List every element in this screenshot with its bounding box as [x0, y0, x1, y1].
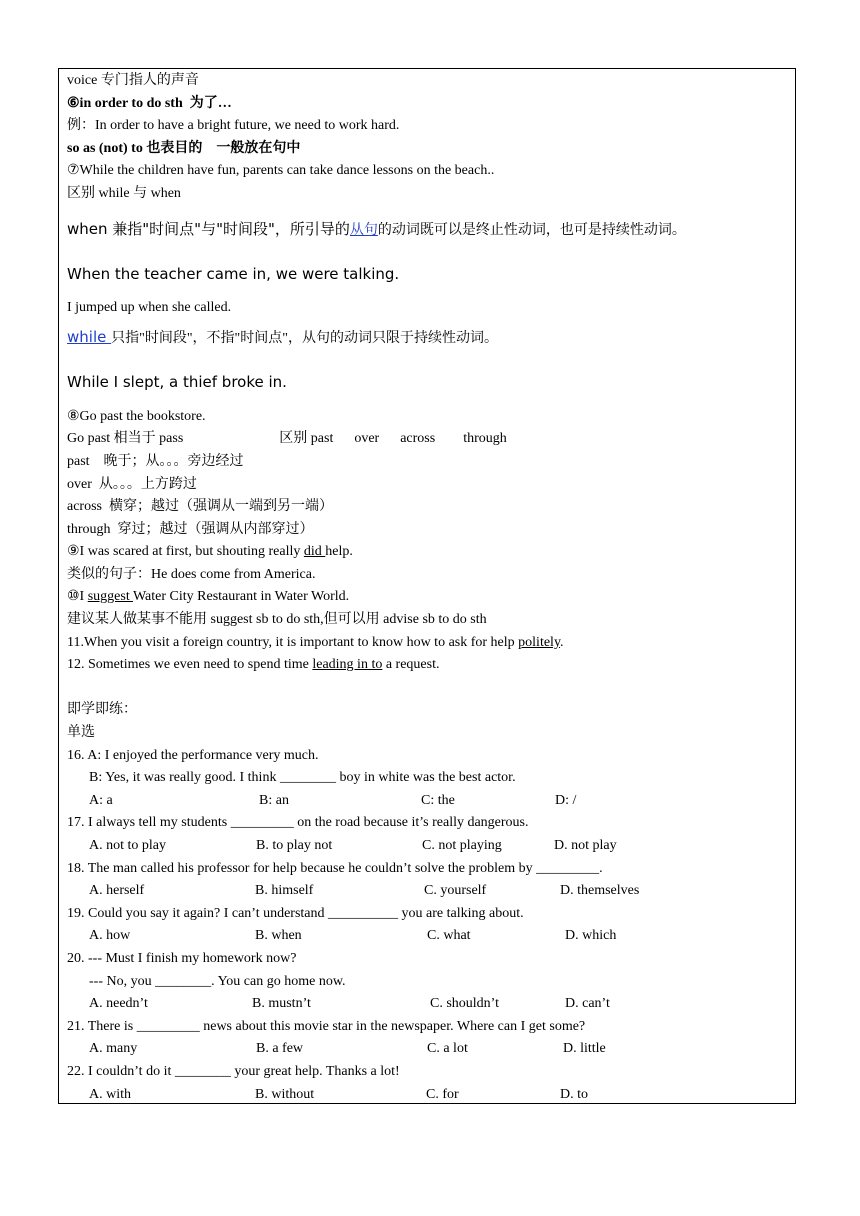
option: B: an: [259, 792, 289, 808]
option: D. not play: [554, 838, 617, 853]
practice-heading: 即学即练：: [67, 702, 137, 718]
option: D. themselves: [560, 883, 640, 899]
option: A. with: [89, 1086, 131, 1102]
suggest-underlined: suggest: [87, 589, 133, 605]
note-go-past: ⑧Go past the bookstore.: [67, 408, 206, 424]
note-voice: voice 专门指人的声音: [67, 73, 199, 88]
note-11: [67, 632, 787, 655]
option: C. what: [427, 928, 471, 944]
while-def-suffix: 只指"时间段"，不指"时间点"，从句的动词只限于持续性动词。: [111, 330, 498, 346]
option: A. not to play: [89, 838, 166, 853]
note-12: [67, 654, 787, 677]
option: B. to play not: [256, 838, 333, 853]
question-19: 19. Could you say it again? I can’t understand __________ you are talking about.: [67, 905, 524, 921]
option: A. needn’t: [89, 996, 148, 1012]
go-past-eq: Go past 相当于 pass: [67, 431, 184, 447]
question-22-options: [67, 1084, 787, 1107]
option: D. which: [565, 928, 617, 944]
question-20: 20. --- Must I finish my homework now?: [67, 950, 297, 966]
note-while-sentence: ⑦While the children have fun, parents can take dance lessons on the beach..: [67, 163, 495, 179]
note-through-def: through 穿过；越过（强调从内部穿过）: [67, 521, 314, 537]
suggest-pre: ⑩I: [67, 589, 88, 605]
when-def-prefix: when 兼指"时间点"与"时间段"，所引导的: [67, 219, 350, 238]
option: A. herself: [89, 883, 145, 899]
option: A: a: [89, 792, 113, 808]
question-21-options: [67, 1038, 787, 1061]
option: B. a few: [256, 1041, 304, 1057]
option: C. for: [426, 1086, 459, 1102]
option: B. without: [255, 1086, 315, 1102]
n11-pre: 11.When you visit a foreign country, it is important to know how to ask for help: [67, 634, 519, 650]
question-16-b: B: Yes, it was really good. I think ________ boy in white was the best actor.: [89, 770, 516, 786]
note-when-definition: [67, 218, 787, 241]
question-17: 17. I always tell my students _________ on the road because it’s really dangerous.: [67, 815, 529, 831]
question-19-options: [67, 925, 787, 948]
practice-subheading: 单选: [67, 725, 95, 741]
when-example-1: When the teacher came in, we were talking.: [67, 264, 400, 283]
question-21: 21. There is _________ news about this movie star in the newspaper. Where can I get some?: [67, 1018, 586, 1034]
did-underlined: did: [303, 544, 326, 560]
option: C. shouldn’t: [430, 996, 499, 1012]
option: D: /: [555, 792, 577, 808]
option: B. mustn’t: [252, 996, 311, 1012]
question-22: 22. I couldn’t do it ________ your great help. Thanks a lot!: [67, 1063, 400, 1079]
n12-underlined: leading in to: [312, 657, 383, 673]
diff-words: 区别 past over across through: [279, 431, 507, 447]
option: D. little: [563, 1041, 606, 1057]
while-example: While I slept, a thief broke in.: [67, 373, 287, 392]
note-go-past-line: [67, 428, 787, 451]
option: B. himself: [255, 883, 314, 899]
question-17-options: [67, 835, 787, 858]
note-similar: 类似的句子：He does come from America.: [67, 566, 316, 582]
note-suggest: [67, 586, 787, 609]
option: B. when: [255, 928, 302, 944]
when-example-2: I jumped up when she called.: [67, 300, 232, 316]
clause-link[interactable]: 从句: [349, 222, 378, 238]
note-while-when-diff: 区别 while 与 when: [67, 185, 181, 201]
suggest-post: Water City Restaurant in Water World.: [132, 589, 350, 605]
option: C. yourself: [424, 883, 487, 899]
option: C: the: [421, 792, 455, 808]
note-over-def: over 从。。。上方跨过: [67, 476, 197, 492]
question-16-options: [67, 790, 787, 813]
note-in-order-title: ⑥in order to do sth 为了…: [67, 95, 232, 111]
n12-post: a request.: [382, 657, 440, 673]
question-16: 16. A: I enjoyed the performance very much.: [67, 747, 319, 763]
note-in-order-example: 例：In order to have a bright future, we need to work hard.: [67, 118, 400, 134]
when-def-suffix: 的动词既可以是终止性动词，也可是持续性动词。: [377, 222, 686, 238]
note-did-help: [67, 541, 787, 564]
n12-pre: 12. Sometimes we even need to spend time: [67, 657, 313, 673]
did-post: help.: [325, 544, 353, 560]
question-18: 18. The man called his professor for help because he couldn’t solve the problem by _________.: [67, 860, 603, 876]
option: D. to: [560, 1086, 588, 1102]
did-pre: ⑨I was scared at first, but shouting really: [67, 544, 304, 560]
n11-underlined: politely: [518, 634, 561, 650]
n11-post: .: [560, 634, 564, 650]
option: C. not playing: [422, 838, 502, 853]
option: D. can’t: [565, 996, 610, 1012]
note-suggest-rule: 建议某人做某事不能用 suggest sb to do sth,但可以用 advise sb to do sth: [67, 612, 487, 628]
document-body: [67, 70, 787, 1106]
option: A. how: [89, 928, 131, 944]
question-20-options: [67, 993, 787, 1016]
option: C. a lot: [427, 1041, 468, 1057]
note-past-def: past 晚于；从。。。旁边经过: [67, 453, 244, 469]
note-so-as: so as (not) to 也表目的 一般放在句中: [67, 140, 301, 156]
while-link[interactable]: while: [67, 327, 112, 346]
question-18-options: [67, 880, 787, 903]
option: A. many: [89, 1041, 138, 1057]
note-across-def: across 横穿；越过（强调从一端到另一端）: [67, 499, 333, 515]
question-20-b: --- No, you ________. You can go home now.: [89, 973, 346, 989]
note-while-definition: [67, 326, 787, 349]
